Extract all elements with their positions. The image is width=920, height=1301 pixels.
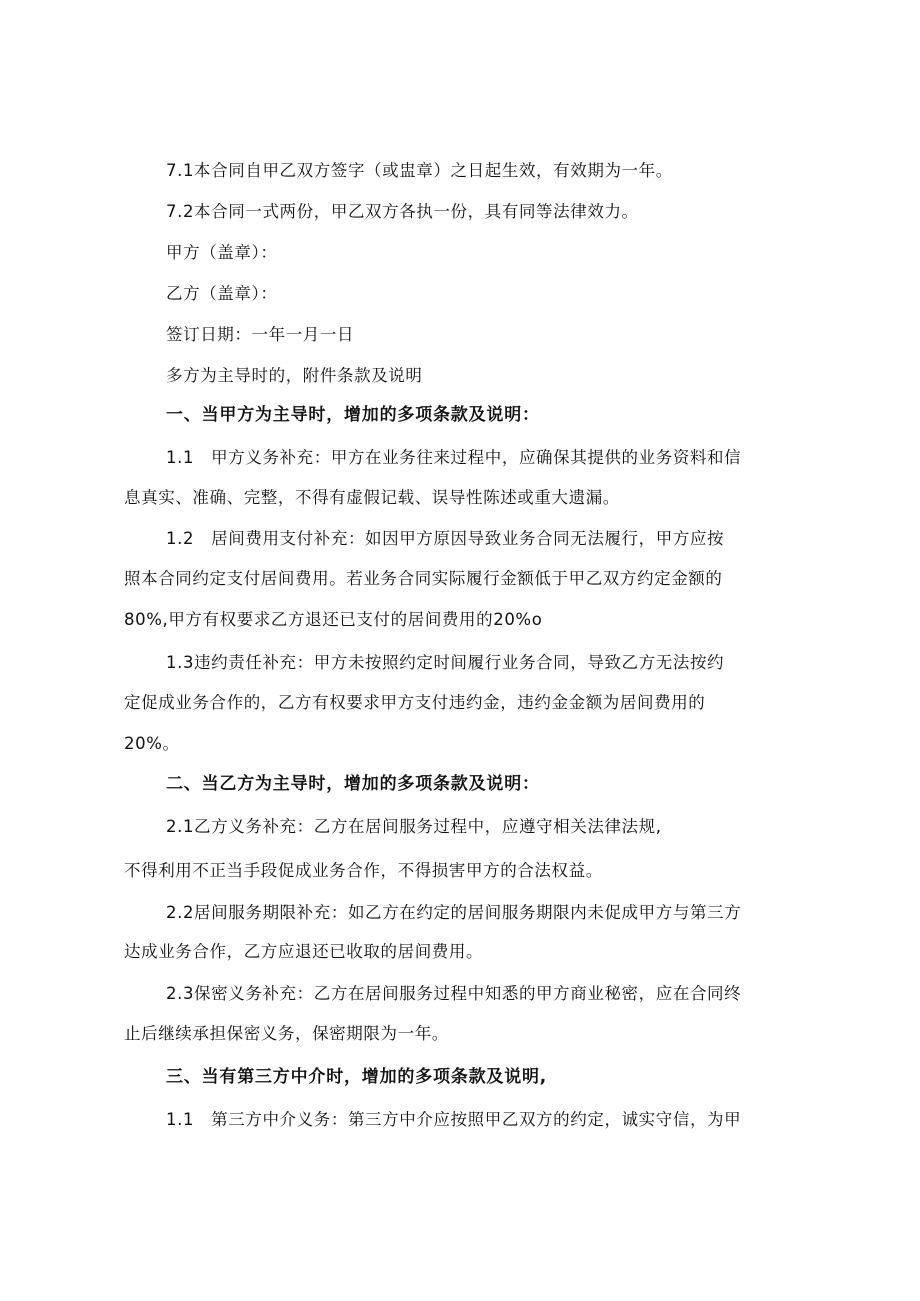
clause-7-1: 7.1本合同自甲乙双方签字（或盅章）之日起生效，有效期为一年。	[166, 161, 673, 180]
clause-2-2-line-1: 2.2居间服务期限补充：如乙方在约定的居间服务期限内未促成甲方与第三方	[166, 903, 742, 922]
clause-1-1-line-2: 息真实、准确、完整，不得有虚假记载、误导性陈述或重大遗漏。	[124, 488, 620, 507]
appendix-title: 多方为主导时的，附件条款及说明	[166, 366, 423, 385]
clause-1-2-line-2: 照本合同约定支付居间费用。若业务合同实际履行金额低于甲乙双方约定金额的	[124, 569, 723, 588]
clause-3-1-line-1: 1.1 第三方中介义务：第三方中介应按照甲乙双方的约定，诚实守信，为甲	[166, 1110, 742, 1129]
section-2-heading: 二、当乙方为主导时，增加的多项条款及说明：	[166, 774, 540, 794]
clause-2-1-line-2: 不得利用不正当手段促成业务合作，不得损害甲方的合法权益。	[124, 861, 603, 880]
section-3-heading: 三、当有第三方中介时，增加的多项条款及说明,	[166, 1067, 548, 1087]
clause-2-1-line-1: 2.1乙方义务补充：乙方在居间服务过程中，应遵守相关法律法规,	[166, 817, 662, 836]
clause-1-1-line-1: 1.1 甲方义务补充：甲方在业务往来过程中，应确保其提供的业务资料和信	[166, 448, 742, 467]
clause-1-3-line-1: 1.3违约责任补充：甲方未按照约定时间履行业务合同，导致乙方无法按约	[166, 653, 725, 672]
clause-7-2: 7.2本合同一式两份，甲乙双方各执一份，具有同等法律效力。	[166, 202, 639, 221]
clause-2-2-line-2: 达成业务合作，乙方应退还已收取的居间费用。	[124, 942, 484, 961]
clause-1-2-line-3: 80%,甲方有权要求乙方退还已支付的居间费用的20%o	[124, 610, 543, 629]
signing-date: 签订日期：一年一月一日	[166, 325, 355, 344]
clause-1-2-line-1: 1.2 居间费用支付补充：如因甲方原因导致业务合同无法履行，甲方应按	[166, 529, 725, 548]
clause-1-3-line-3: 20%。	[124, 734, 180, 753]
party-b-seal-label: 乙方（盖章）：	[166, 284, 278, 303]
clause-2-3-line-2: 止后继续承担保密义务，保密期限为一年。	[124, 1024, 449, 1043]
clause-1-3-line-2: 定促成业务合作的，乙方有权要求甲方支付违约金，违约金金额为居间费用的	[124, 693, 706, 712]
section-1-heading: 一、当甲方为主导时，增加的多项条款及说明：	[166, 405, 540, 425]
clause-2-3-line-1: 2.3保密义务补充：乙方在居间服务过程中知悉的甲方商业秘密，应在合同终	[166, 984, 742, 1003]
party-a-seal-label: 甲方（盖章）：	[166, 243, 278, 262]
